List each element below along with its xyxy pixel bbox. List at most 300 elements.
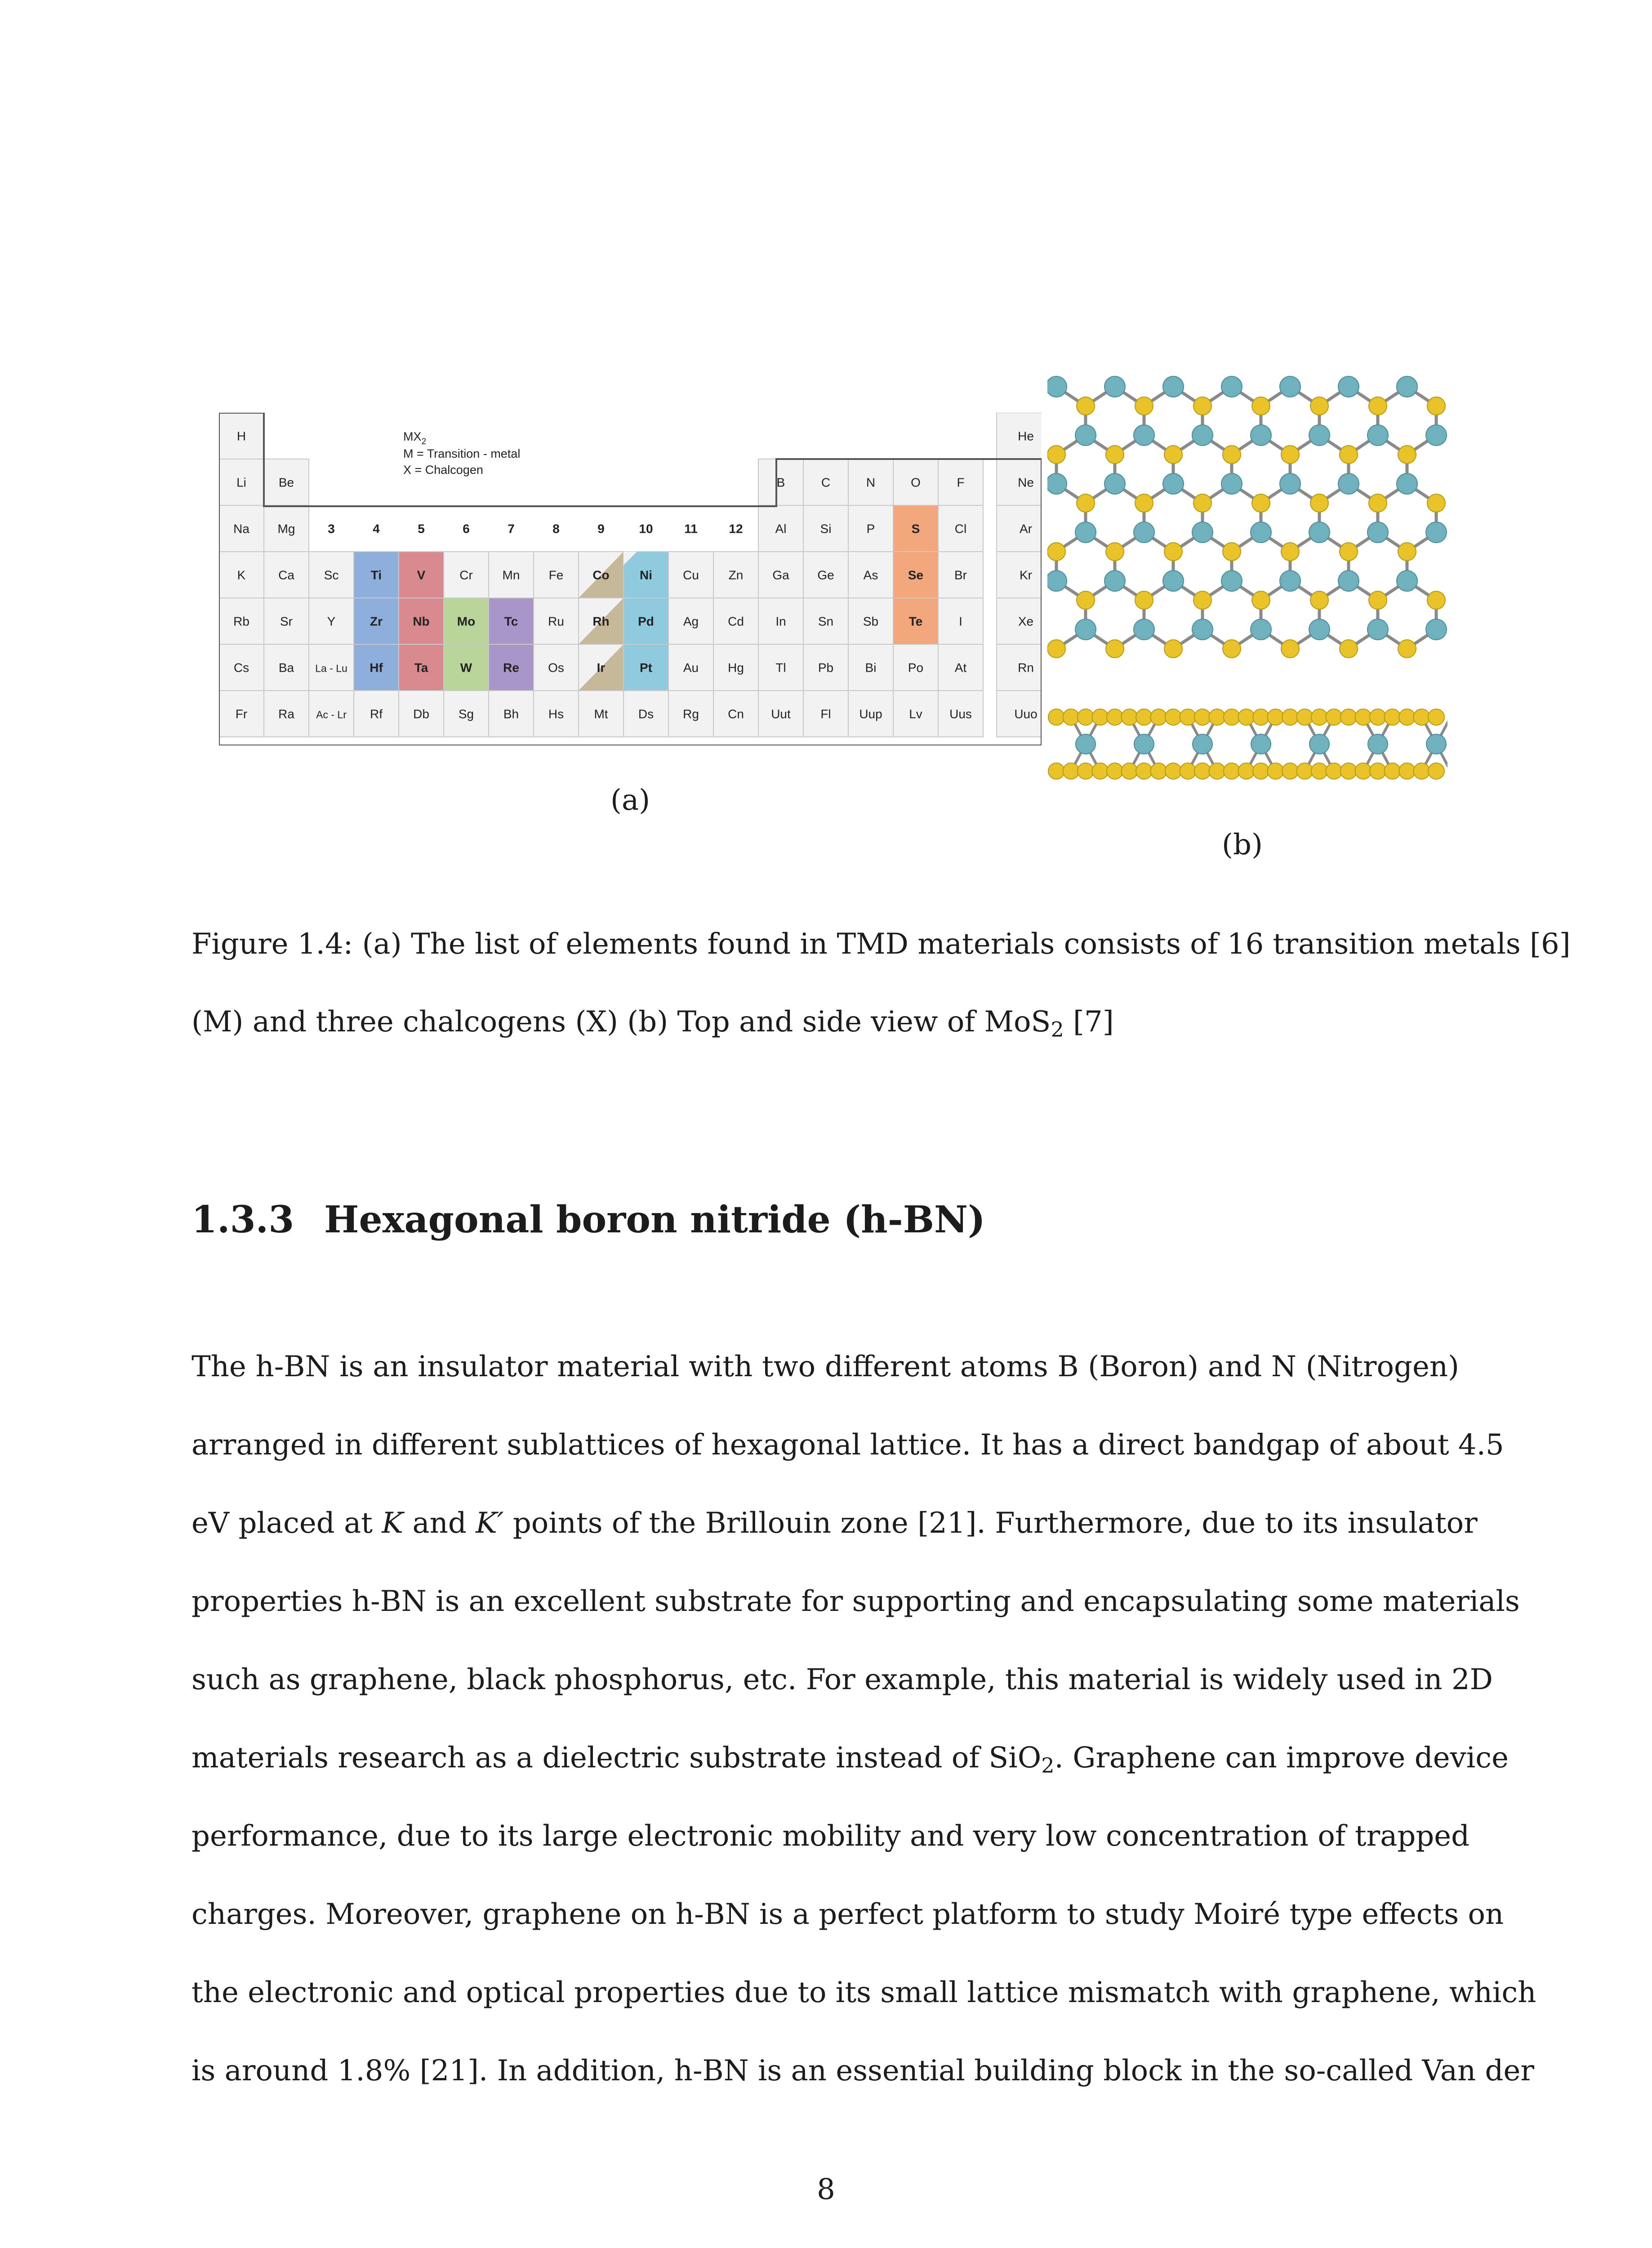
element-cell-be: [264, 459, 309, 505]
subfigure-label-a: (a): [610, 784, 650, 817]
element-symbol: Cs: [233, 660, 249, 675]
page-number: 8: [817, 2173, 835, 2206]
mo-atom: [1047, 376, 1067, 397]
group-number-row: [328, 522, 743, 536]
s-atom: [1092, 709, 1109, 725]
element-symbol: Ir: [597, 660, 606, 675]
mo-atom: [1104, 473, 1125, 494]
element-symbol: Au: [683, 660, 699, 675]
group-number-10: 10: [639, 522, 653, 536]
s-atom: [1063, 763, 1079, 779]
element-symbol: Sn: [818, 614, 834, 629]
mo-atom: [1367, 522, 1388, 543]
element-cell-sc: [309, 552, 354, 598]
element-symbol: In: [775, 614, 786, 629]
element-symbol: Sr: [280, 614, 293, 629]
element-cell-n: [848, 459, 893, 505]
s-atom: [1369, 397, 1387, 415]
mo-atom: [1309, 619, 1330, 640]
s-atom: [1209, 709, 1225, 725]
s-atom: [1340, 709, 1357, 725]
group-number-7: 7: [508, 522, 515, 536]
s-atom: [1253, 763, 1269, 779]
element-symbol: Ge: [817, 568, 834, 582]
element-cell-si: [803, 505, 848, 552]
s-atom: [1047, 446, 1065, 464]
group-number-3: 3: [328, 522, 335, 536]
element-symbol: Pd: [638, 614, 654, 629]
s-atom: [1398, 640, 1416, 658]
element-symbol: Ca: [278, 568, 294, 582]
element-symbol: Ar: [1020, 522, 1032, 536]
element-symbol: Mg: [277, 522, 295, 536]
element-symbol: Kr: [1020, 568, 1032, 582]
element-cell-hs: [534, 691, 579, 737]
element-symbol: Y: [327, 614, 336, 629]
s-atom: [1136, 709, 1152, 725]
element-symbol: Cd: [728, 614, 744, 629]
mo-atom: [1104, 376, 1125, 397]
element-cell-b: [758, 459, 803, 505]
s-atom: [1326, 709, 1342, 725]
s-atom: [1223, 543, 1241, 561]
element-symbol: Sb: [863, 614, 879, 629]
s-atom: [1369, 494, 1387, 512]
s-atom: [1311, 763, 1327, 779]
s-atom: [1355, 709, 1371, 725]
element-symbol: Ga: [772, 568, 789, 582]
element-cell-c: [803, 459, 848, 505]
mo-atom: [1309, 522, 1330, 543]
element-cell-pd: [623, 598, 668, 644]
element-symbol: P: [866, 522, 875, 536]
section-title: Hexagonal boron nitride (h-BN): [324, 1198, 985, 1241]
s-atom: [1063, 709, 1079, 725]
s-atom: [1077, 494, 1095, 512]
element-symbol: Co: [592, 568, 610, 582]
s-atom: [1223, 446, 1241, 464]
mo-atom: [1134, 425, 1154, 446]
element-cell-pt: [623, 644, 668, 691]
s-atom: [1281, 640, 1299, 658]
element-symbol: Li: [236, 475, 246, 490]
element-symbol: O: [911, 475, 921, 490]
legend-formula: $MX_2$: [403, 430, 427, 446]
s-atom: [1107, 709, 1123, 725]
s-atom: [1398, 446, 1416, 464]
s-atom: [1048, 763, 1064, 779]
element-symbol: Ba: [278, 660, 294, 675]
element-cell-ne: [997, 459, 1042, 505]
mo-atom: [1134, 619, 1154, 640]
element-cell-h: [219, 413, 264, 459]
mo-atom: [1397, 473, 1417, 494]
mo-atom: [1251, 522, 1271, 543]
element-symbol: Pb: [818, 660, 834, 675]
element-symbol: Nb: [413, 614, 430, 629]
element-cell-y: [309, 598, 354, 644]
element-symbol: Na: [233, 522, 249, 536]
element-cell-uus: [938, 691, 983, 737]
element-cell-ra: [264, 691, 309, 737]
element-symbol: Uus: [949, 707, 972, 721]
element-cell-hf: [354, 644, 399, 691]
element-symbol: Db: [413, 707, 429, 721]
s-atom: [1428, 763, 1444, 779]
element-cell-p: [848, 505, 893, 552]
element-symbol: Tl: [775, 660, 786, 675]
element-symbol: Ni: [640, 568, 652, 582]
element-symbol: Uup: [859, 707, 882, 721]
s-atom: [1268, 709, 1284, 725]
paragraph-line-2: arranged in different sublattices of hexagonal lattice. It has a direct bandgap of about 4.5: [191, 1428, 1504, 1462]
s-atom: [1078, 763, 1094, 779]
element-symbol: Ds: [638, 707, 654, 721]
s-atom: [1238, 709, 1255, 725]
s-atom: [1135, 591, 1153, 609]
s-atom: [1282, 763, 1298, 779]
element-cell-f: [938, 459, 983, 505]
element-cell-pb: [803, 644, 848, 691]
s-atom: [1326, 763, 1342, 779]
group-number-5: 5: [418, 522, 425, 536]
figure-caption-line-1: Figure 1.4: (a) The list of elements found in TMD materials consists of 16 transition metals [6]: [191, 928, 1571, 961]
element-symbol: W: [460, 660, 472, 675]
s-atom: [1268, 763, 1284, 779]
s-atom: [1399, 763, 1415, 779]
element-symbol: La - Lu: [315, 662, 347, 674]
s-atom: [1136, 763, 1152, 779]
element-cell-tc: [489, 598, 534, 644]
s-atom: [1224, 763, 1240, 779]
legend-chalcogen-def: X = Chalcogen: [403, 463, 483, 477]
element-cell-bh: [489, 691, 534, 737]
mo-atom: [1309, 734, 1329, 754]
s-atom: [1252, 397, 1270, 415]
element-cell-li: [219, 459, 264, 505]
element-symbol: C: [821, 475, 831, 490]
element-symbol: Si: [820, 522, 832, 536]
element-symbol: Bi: [865, 660, 877, 675]
element-cell-mn: [489, 552, 534, 598]
element-symbol: I: [959, 614, 962, 629]
mo-atom: [1367, 425, 1388, 446]
mo-atom: [1163, 571, 1184, 591]
mo-atom: [1221, 473, 1242, 494]
group-number-8: 8: [552, 522, 560, 536]
element-cell-o: [893, 459, 938, 505]
element-cell-ti: [354, 552, 399, 598]
element-symbol: Cn: [728, 707, 744, 721]
s-atom: [1180, 763, 1196, 779]
mo-atom: [1104, 571, 1125, 591]
element-symbol: Be: [278, 475, 294, 490]
element-cell-bi: [848, 644, 893, 691]
group-number-9: 9: [597, 522, 605, 536]
mo-atom: [1193, 734, 1212, 754]
element-symbol: Fl: [820, 707, 831, 721]
group-number-11: 11: [684, 522, 698, 536]
element-symbol: Ne: [1018, 475, 1034, 490]
mo-atom: [1075, 522, 1096, 543]
s-atom: [1399, 709, 1415, 725]
top-view-atoms: [1047, 376, 1447, 658]
element-symbol: Rb: [233, 614, 249, 629]
s-atom: [1194, 763, 1211, 779]
element-symbol: Ta: [414, 660, 428, 675]
s-atom: [1165, 709, 1181, 725]
mo-atom: [1192, 619, 1213, 640]
s-atom: [1180, 709, 1196, 725]
s-atom: [1135, 397, 1153, 415]
element-cell-ag: [668, 598, 713, 644]
element-cell-al: [758, 505, 803, 552]
paragraph-line-9: the electronic and optical properties due to its small lattice mismatch with graphene, which: [191, 1976, 1536, 2009]
element-cell-sb: [848, 598, 893, 644]
element-symbol: Cu: [683, 568, 699, 582]
s-atom: [1370, 709, 1386, 725]
element-symbol: N: [866, 475, 876, 490]
element-cell-fe: [534, 552, 579, 598]
mo-atom: [1134, 522, 1154, 543]
element-symbol: Xe: [1018, 614, 1034, 629]
element-symbol: Mn: [502, 568, 520, 582]
element-cell-w: [444, 644, 489, 691]
element-cell-po: [893, 644, 938, 691]
element-cell-i: [938, 598, 983, 644]
element-symbol: Br: [954, 568, 967, 582]
paragraph-line-3: eV placed at K and K′ points of the Brillouin zone [21]. Furthermore, due to its insulator: [191, 1507, 1478, 1540]
section-heading: [191, 1197, 985, 1242]
s-atom: [1193, 591, 1211, 609]
s-atom: [1252, 494, 1270, 512]
s-atom: [1297, 763, 1313, 779]
s-atom: [1151, 709, 1167, 725]
element-symbol: Fe: [548, 568, 564, 582]
element-symbol: Ag: [683, 614, 699, 629]
mo-atom: [1309, 425, 1330, 446]
s-atom: [1281, 543, 1299, 561]
element-symbol: Zr: [370, 614, 383, 629]
s-atom: [1106, 446, 1124, 464]
s-atom: [1252, 591, 1270, 609]
element-symbol: Sc: [324, 568, 339, 582]
s-atom: [1427, 591, 1445, 609]
s-atom: [1106, 640, 1124, 658]
element-symbol: Sg: [458, 707, 474, 721]
s-atom: [1106, 543, 1124, 561]
mo-atom: [1076, 734, 1095, 754]
mo-atom: [1368, 734, 1388, 754]
element-cell-nb: [399, 598, 444, 644]
s-atom: [1193, 494, 1211, 512]
periodic-table-cells: [219, 413, 1042, 737]
s-atom: [1122, 763, 1138, 779]
mo-atom: [1367, 619, 1388, 640]
element-cell-cl: [938, 505, 983, 552]
element-symbol: Hs: [548, 707, 564, 721]
element-cell-re: [489, 644, 534, 691]
s-atom: [1238, 763, 1255, 779]
paragraph-line-8: charges. Moreover, graphene on h-BN is a perfect platform to study Moiré type effects on: [191, 1898, 1504, 1931]
s-atom: [1224, 709, 1240, 725]
element-cell-sg: [444, 691, 489, 737]
element-cell-ta: [399, 644, 444, 691]
mo-atom: [1280, 376, 1300, 397]
mo-atom: [1426, 425, 1447, 446]
element-cell-ds: [623, 691, 668, 737]
element-symbol: Uuo: [1014, 707, 1038, 721]
s-atom: [1077, 591, 1095, 609]
element-cell-cd: [713, 598, 758, 644]
s-atom: [1151, 763, 1167, 779]
element-symbol: B: [776, 475, 785, 490]
element-cell-ni: [623, 552, 668, 598]
mo-atom: [1221, 571, 1242, 591]
element-cell-cn: [713, 691, 758, 737]
mo-atom: [1426, 522, 1447, 543]
s-atom: [1048, 709, 1064, 725]
mo-atom: [1192, 425, 1213, 446]
s-atom: [1165, 763, 1181, 779]
mo-atom: [1397, 376, 1417, 397]
element-symbol: Cr: [459, 568, 473, 582]
s-atom: [1253, 709, 1269, 725]
mos2-structure-figure: [1047, 360, 1447, 791]
element-cell-fr: [219, 691, 264, 737]
s-atom: [1414, 709, 1430, 725]
s-atom: [1122, 709, 1138, 725]
element-cell-db: [399, 691, 444, 737]
element-cell-au: [668, 644, 713, 691]
element-cell-te: [893, 598, 938, 644]
mo-atom: [1163, 376, 1184, 397]
s-atom: [1282, 709, 1298, 725]
element-cell-as: [848, 552, 893, 598]
formula-legend: [403, 430, 520, 477]
element-cell-mg: [264, 505, 309, 552]
s-atom: [1092, 763, 1109, 779]
element-symbol: Hg: [728, 660, 744, 675]
legend-metal-def: M = Transition - metal: [403, 447, 521, 460]
mo-atom: [1047, 473, 1067, 494]
s-atom: [1223, 640, 1241, 658]
paragraph-line-10: is around 1.8% [21]. In addition, h-BN is an essential building block in the so-called Van der: [191, 2054, 1534, 2087]
element-cell-in: [758, 598, 803, 644]
mo-atom: [1338, 376, 1359, 397]
element-cell-hg: [713, 644, 758, 691]
s-atom: [1135, 494, 1153, 512]
element-cell-fl: [803, 691, 848, 737]
element-cell-sn: [803, 598, 848, 644]
mo-atom: [1163, 473, 1184, 494]
element-cell-kr: [997, 552, 1042, 598]
side-view-atoms: [1048, 709, 1446, 779]
s-atom: [1310, 397, 1328, 415]
s-atom: [1164, 543, 1182, 561]
mo-atom: [1075, 619, 1096, 640]
s-atom: [1310, 494, 1328, 512]
s-atom: [1077, 397, 1095, 415]
mo-atom: [1251, 734, 1271, 754]
s-atom: [1209, 763, 1225, 779]
subfigure-label-b: (b): [1222, 828, 1263, 861]
element-cell-co: [579, 552, 623, 598]
element-cell-uup: [848, 691, 893, 737]
element-cell-ga: [758, 552, 803, 598]
element-symbol: Os: [548, 660, 564, 675]
element-symbol: K: [237, 568, 246, 582]
section-number: 1.3.3: [191, 1198, 294, 1241]
mo-atom: [1047, 571, 1067, 591]
paragraph-line-6: materials research as a dielectric substrate instead of SiO$_2$. Graphene can improve device: [191, 1741, 1509, 1778]
mo-atom: [1426, 734, 1446, 754]
s-atom: [1385, 763, 1401, 779]
paragraph-line-7: performance, due to its large electronic mobility and very low concentration of trapped: [191, 1820, 1470, 1853]
group-number-6: 6: [463, 522, 470, 536]
element-cell-uut: [758, 691, 803, 737]
element-cell-se: [893, 552, 938, 598]
element-cell-uuo: [997, 691, 1042, 737]
element-cell-rh: [579, 598, 623, 644]
element-symbol: Pt: [640, 660, 652, 675]
element-cell-rg: [668, 691, 713, 737]
element-symbol: Rg: [683, 707, 699, 721]
s-atom: [1310, 591, 1328, 609]
element-symbol: Lv: [909, 707, 922, 721]
element-symbol: Hf: [370, 660, 383, 675]
s-atom: [1311, 709, 1327, 725]
s-atom: [1340, 446, 1358, 464]
element-symbol: Tc: [504, 614, 518, 629]
s-atom: [1369, 591, 1387, 609]
element-symbol: Rh: [592, 614, 610, 629]
mo-atom: [1251, 619, 1271, 640]
element-symbol: Mt: [594, 707, 608, 721]
element-symbol: Re: [503, 660, 519, 675]
element-cell-ar: [997, 505, 1042, 552]
element-symbol: Ru: [548, 614, 564, 629]
element-cell-ac-lr: [309, 691, 354, 737]
element-cell-ba: [264, 644, 309, 691]
mo-atom: [1251, 425, 1271, 446]
element-symbol: Bh: [503, 707, 519, 721]
s-atom: [1107, 763, 1123, 779]
s-atom: [1355, 763, 1371, 779]
element-symbol: Uut: [771, 707, 791, 721]
group-number-4: 4: [373, 522, 380, 536]
s-atom: [1428, 709, 1444, 725]
element-cell-os: [534, 644, 579, 691]
element-cell-rf: [354, 691, 399, 737]
group-number-12: 12: [729, 522, 743, 536]
element-cell-mo: [444, 598, 489, 644]
element-cell-cs: [219, 644, 264, 691]
mo-atom: [1192, 522, 1213, 543]
element-cell-k: [219, 552, 264, 598]
s-atom: [1370, 763, 1386, 779]
element-symbol: At: [954, 660, 967, 675]
s-atom: [1193, 397, 1211, 415]
s-atom: [1398, 543, 1416, 561]
figure-caption-line-2: (M) and three chalcogens (X) (b) Top and side view of MoS$_2$ [7]: [191, 1005, 1114, 1042]
element-cell-rn: [997, 644, 1042, 691]
element-symbol: Ac - Lr: [316, 709, 347, 721]
element-symbol: Ra: [278, 707, 294, 721]
element-cell-cr: [444, 552, 489, 598]
element-cell-zn: [713, 552, 758, 598]
element-cell-cu: [668, 552, 713, 598]
